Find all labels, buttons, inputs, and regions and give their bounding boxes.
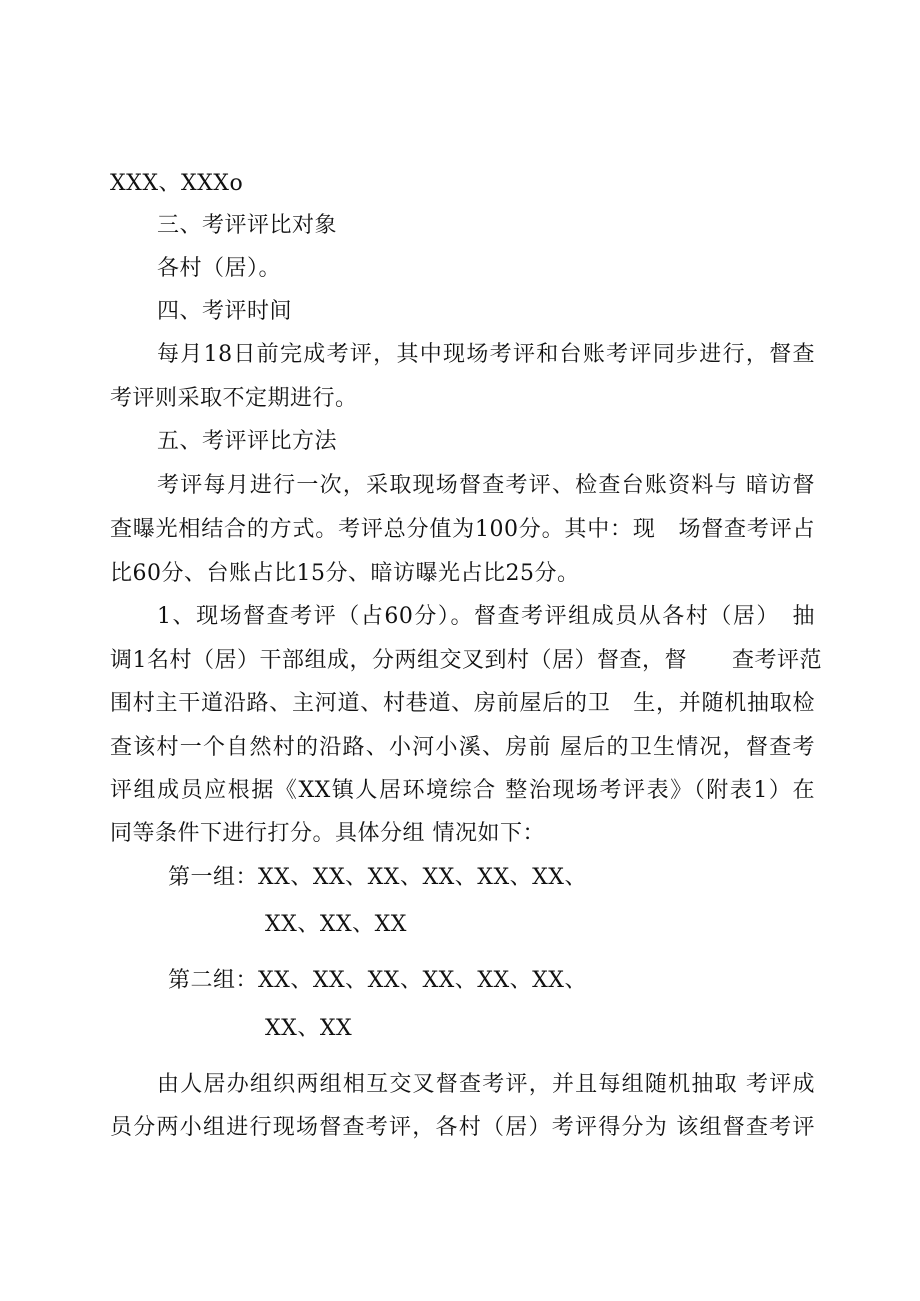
paragraph-line: 考评则采取不定期进行。	[110, 386, 358, 411]
section-heading-3: 三、考评评比对象	[157, 213, 338, 238]
group-one-members-cont: XX、XX、XX	[265, 912, 407, 937]
paragraph-line: 评组成员应根据《XX镇人居环境综合 整治现场考评表》（附表1）在	[110, 778, 815, 803]
paragraph-line: 比60分、台账占比15分、暗访曝光占比25分。	[110, 561, 580, 586]
paragraph-line: 每月18日前完成考评，其中现场考评和台账考评同步进行，督查	[157, 342, 815, 367]
paragraph-line: 围村主干道沿路、主河道、村巷道、房前屋后的卫 生，并随机抽取检	[110, 691, 815, 716]
paragraph-line: 1、现场督查考评（占60分）。督查考评组成员从各村（居） 抽	[157, 604, 815, 629]
text-line-1: XXX、XXXo	[110, 171, 244, 196]
paragraph-line: 各村（居）。	[157, 256, 282, 281]
paragraph-line: 考评每月进行一次，采取现场督查考评、检查台账资料与 暗访督	[157, 473, 815, 498]
paragraph-line: 查该村一个自然村的沿路、小河小溪、房前 屋后的卫生情况，督查考	[110, 735, 815, 760]
group-two-members-cont: XX、XX	[265, 1016, 353, 1041]
paragraph-line: 调1名村（居）干部组成，分两组交叉到村（居）督查，督 查考评范	[110, 648, 822, 673]
group-one-members: 第一组：XX、XX、XX、XX、XX、XX、	[168, 865, 587, 890]
paragraph-line: 由人居办组织两组相互交叉督查考评，并且每组随机抽取 考评成	[157, 1072, 815, 1097]
paragraph-line: 查曝光相结合的方式。考评总分值为100分。其中：现 场督查考评占	[110, 517, 815, 542]
paragraph-line: 员分两小组进行现场督查考评，各村（居）考评得分为 该组督查考评	[110, 1115, 815, 1140]
group-two-members: 第二组：XX、XX、XX、XX、XX、XX、	[168, 968, 587, 993]
section-heading-4: 四、考评时间	[157, 299, 293, 324]
paragraph-line: 同等条件下进行打分。具体分组 情况如下：	[110, 821, 545, 846]
section-heading-5: 五、考评评比方法	[157, 429, 338, 454]
